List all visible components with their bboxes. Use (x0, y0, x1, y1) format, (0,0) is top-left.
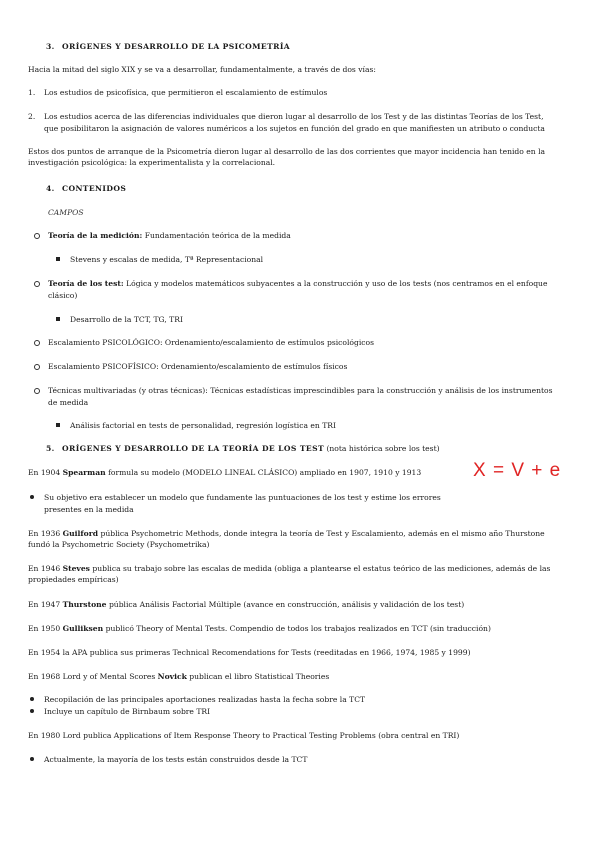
field-text: Escalamiento PSICOFÍSICO: Ordenamiento/escalamiento de estímulos físicos (48, 362, 348, 371)
entry-1904 (28, 467, 600, 478)
field-desc: Fundamentación teórica de la medida (144, 231, 291, 240)
hollow-bullet-icon (34, 388, 40, 394)
bullet-icon (30, 757, 34, 761)
entry-text-cont: propiedades empíricas) (28, 575, 119, 584)
section-4-heading (46, 183, 600, 194)
entry-text: públicа Psychometric Methods, donde integra la teoría de Test y Escalamiento, además en el mismo año Thurstone (100, 529, 545, 538)
square-bullet-icon (56, 423, 60, 427)
field-desc: Lógica y modelos matemáticos subyacentes a la construcción y uso de los tests (nos centramos en el enfoque (126, 279, 548, 288)
section-title: ORÍGENES Y DESARROLLO DE LA PSICOMETRÍA (62, 42, 291, 51)
list-text: Los estudios de psicofísica, que permitieron el escalamiento de estímulos (44, 88, 328, 97)
section-3-heading (46, 41, 600, 52)
field-title: Teoría de la medición: (48, 231, 143, 240)
entry-text-cont: fundó la Psychometric Society (Psychometrika) (28, 540, 210, 549)
author-name: Guilford (62, 529, 99, 538)
bullet-icon (30, 697, 34, 701)
bullet-text: Su objetivo era establecer un modelo que fundamente las puntuaciones de los test y estime los errores (44, 493, 441, 502)
author-name: Steves (62, 564, 90, 573)
bullet-text: Actualmente, la mayoría de los tests están construidos desde la TCT (44, 755, 308, 764)
campos-label: CAMPOS (48, 208, 84, 217)
hollow-bullet-icon (34, 233, 40, 239)
author-name: Novick (157, 672, 187, 681)
year-text: En 1968 Lord y of Mental Scores (28, 672, 156, 681)
section-title: ORÍGENES Y DESARROLLO DE LA TEORÍA DE LOS TEST (62, 444, 325, 453)
year-text: En 1946 (28, 564, 61, 573)
bullet-text-cont: presentes en la medida (44, 505, 134, 514)
list-text-cont: que posibilitaron la asignación de valores numéricos a los sujetos en función del grado en que manifiesten un atributo o conducta (44, 124, 545, 133)
entry-1936 (28, 528, 600, 550)
bullet-text: Incluye un capítulo de Birnbaum sobre TRI (44, 707, 211, 716)
entry-text: publica su trabajo sobre las escalas de medida (obliga a plantearse el estatus teórico de las mediciones, además de las (92, 564, 551, 573)
entry-text: formula su modelo (MODELO LINEAL CLÁSICO) ampliado en 1907, 1910 y 1913 (108, 468, 422, 477)
hollow-bullet-icon (34, 340, 40, 346)
year-text: En 1950 (28, 624, 61, 633)
subitem-text: Desarrollo de la TCT, TG, TRI (70, 315, 183, 324)
bullet-text: Recopilación de las principales aportaciones realizadas hasta la fecha sobre la TCT (44, 695, 366, 704)
s3-outro-line1: Estos dos puntos de arranque de la Psicometría dieron lugar al desarrollo de las dos corrientes que mayor incidencia han tenido en la (28, 147, 546, 156)
formula-annotation: X = V + e (473, 460, 562, 481)
author-name: Spearman (62, 468, 106, 477)
field-text: Técnicas multivariadas (y otras técnicas): Técnicas estadísticas imprescindibles para la construcción y análisis de los instrumentos (48, 386, 553, 395)
entry-text: publican el libro Statistical Theories (189, 672, 330, 681)
section-5-heading (46, 443, 600, 454)
bullet-icon (30, 495, 34, 499)
year-text: En 1936 (28, 529, 61, 538)
entry-1968 (28, 671, 600, 682)
author-name: Thurstone (62, 600, 107, 609)
section-number: 4. (46, 184, 55, 193)
entry-1947 (28, 599, 600, 610)
square-bullet-icon (56, 317, 60, 321)
hollow-bullet-icon (34, 364, 40, 370)
hollow-bullet-icon (34, 281, 40, 287)
entry-1954: En 1954 la APA publica sus primeras Technical Recomendations for Tests (reeditadas en 1966, 1974, 1985 y 1999) (28, 648, 471, 657)
entry-text: pública Análisis Factorial Múltiple (avance en construcción, análisis y validación de los test) (108, 600, 465, 609)
bullet-icon (30, 709, 34, 713)
square-bullet-icon (56, 257, 60, 261)
list-number: 1. (28, 88, 36, 97)
section-number: 3. (46, 42, 55, 51)
field-desc-cont: clásico) (48, 291, 78, 300)
entry-1946 (28, 563, 600, 585)
section-number: 5. (46, 444, 55, 453)
list-text: Los estudios acerca de las diferencias individuales que dieron lugar al desarrollo de los Test y de las distintas Teorías de los Test, (44, 112, 544, 121)
author-name: Gulliksen (62, 624, 104, 633)
field-title: Teoría de los test: (48, 279, 124, 288)
list-number: 2. (28, 112, 36, 121)
year-text: En 1904 (28, 468, 61, 477)
s3-outro-line2: investigación psicológica: la experimentalista y la correlacional. (28, 158, 276, 167)
entry-1950 (28, 623, 600, 634)
subitem-text: Análisis factorial en tests de personalidad, regresión logística en TRI (70, 421, 336, 430)
subitem-text: Stevens y escalas de medida, Tª Representacional (70, 255, 264, 264)
year-text: En 1947 (28, 600, 61, 609)
s3-intro: Hacia la mitad del siglo XIX y se va a desarrollar, fundamentalmente, a través de dos vías: (28, 65, 376, 74)
field-text-cont: de medida (48, 398, 89, 407)
entry-1980: En 1980 Lord publica Applications of Item Response Theory to Practical Testing Problems (obra central en TRI) (28, 731, 460, 740)
entry-text: publicó Theory of Mental Tests. Compendio de todos los trabajos realizados en TCT (sin traducción) (105, 624, 491, 633)
field-text: Escalamiento PSICOLÓGICO: Ordenamiento/escalamiento de estímulos psicológicos (48, 338, 374, 347)
section-note: (nota histórica sobre los test) (326, 444, 440, 453)
s3-outro (28, 146, 600, 168)
section-title: CONTENIDOS (62, 184, 127, 193)
